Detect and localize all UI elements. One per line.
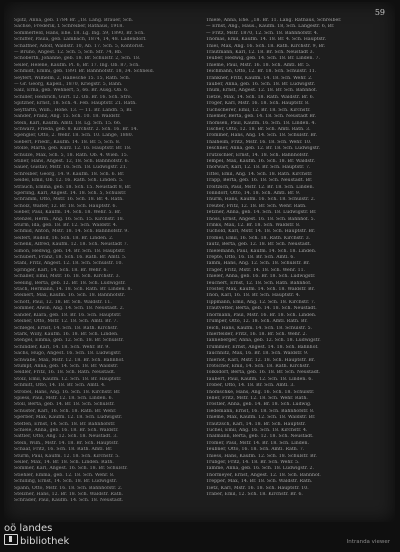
directory-entry: Thomas, Emil, Kaufm. 14. 18. Br. 4. Sch. Hauptstr. (206, 37, 327, 43)
directory-entry: Sommer, Alwin, Ang. 14. Sch. 18. Neustadt. 2. (14, 306, 125, 312)
book-icon (4, 534, 18, 545)
directory-entry: Tuchold, Karl, Mstr. 14. 18. Sch. Hauptstr. Br. (206, 229, 316, 235)
directory-entry: Salz, Erna, geb. Wehnert, 5, 66. Br. Ausg. Ob. 6. (14, 88, 129, 94)
directory-entry: Schuster, Karl, 16. Sch. 18. Rath. Br. Wehr. (14, 408, 117, 414)
directory-entry: Trautmann, Karl, 12. 18. Br. Sch. Neustadt 3. (206, 50, 315, 56)
directory-entry: Tittel, Emil, Ang. 14. Sch. 18. Rath. Kirchstr. (206, 171, 313, 177)
directory-entry: Thormeyer, Ernst, Angest. 12. 18. Sch. Bahnhof. (206, 472, 321, 478)
directory-entry: Schenk, Alfred, Kaufm. 12. 18. Sch. Neustadt 7. (14, 242, 129, 248)
directory-entry: Thon, Karl, 16. 18. Br. Sch. Hauptstr. 4. (206, 293, 301, 299)
directory-entry: Tonndorf, Otto, 14. 18. Sch. Amtl. Br. 9. (206, 190, 301, 196)
directory-entry: Thieme, Paul, Mstr. 16. 18. Sch. Amtl. Br. 5. (206, 62, 311, 68)
directory-entry: Trümper, Otto, 12. 18. Sch. Amtl. Rath. Br. (206, 319, 308, 325)
directory-entry: Trübger, Fritz, 14. 18. Br. Sch. Wehr. 5. (206, 460, 300, 466)
directory-entry: Thum, Ernst, Angest. 12. 18. Br. Sch. Bahnhof. (206, 88, 318, 94)
directory-entry: Schilling, Ernst, 14. Sch. 18. Br. Ludwigstr. (14, 479, 118, 485)
directory-entry: Thiemer, Berta, geb. 14. 18. Sch. Neustadt Br. (206, 114, 317, 120)
logo-line-2: bibliothek (20, 536, 70, 547)
directory-entry: Spitz, Anna, geb. 1784 Br. „18. Lang. Brauer, Sch. (14, 18, 134, 23)
directory-entry: Schindler, Karl, 14. 18. Sch. Wehr. Br. 9. (14, 344, 110, 350)
directory-entry: Spitzner, Ernst, 18. Sch. 4. Feb. Hauptstr. 21. Rath. (14, 101, 137, 107)
directory-entry: Sander, Klara, geb. 18. Br. 16. Sch. Hauptstr. (14, 312, 122, 318)
directory-entry: Siebert, Friedr., Kaufm. 14. 18. Br. 5, Sch. 8. (14, 139, 121, 145)
directory-entry: Seiler, Helene, Kaufm. Pl. 6, Br. 17. Ing. Ob. 87, Sch. (14, 62, 140, 68)
directory-entry: Stein, Wilh., Mstr. 14. 18. Br. Sch. Hauptstr. (14, 440, 119, 446)
directory-entry: Tröger, Karl, Mstr. 16. 18. Sch. Hauptstr. 8. (206, 101, 310, 107)
directory-entry: Schmidt, Emmi, geb. 1891 Br. Bahnhofstr. 18, 34. Schneid. (14, 69, 155, 75)
directory-entry: Tamm, Hans, Ang. 12. Sch. 18. Schulstr. Br. (206, 261, 310, 267)
directory-entry: Treuter, Fritz, 12. 18. Br. Sch. Wehr. Rath. (206, 203, 307, 209)
directory-entry: Thalmann, Berta, geb. 12. 18. Sch. Neustadt. (206, 434, 314, 440)
directory-entry: Trommer, Hans, Ang. 14. Sch. 18. Schulstr. Br. (206, 133, 318, 139)
directory-entry: Seyfert, Wilhelm, 2, Hallesche 15. 15, Rath. Sch. (14, 75, 131, 81)
directory-entry: Tröber, Otto, 14. 18. Br. Sch. Amtl. 3. (206, 383, 295, 389)
directory-entry: Sperber, Max, Kaufm. 12. 18. Sch. Ludwigstr. (14, 415, 123, 421)
directory-entry: Tröltzsch, Paul, Mstr. 12. Br. 18. Sch. Linden. (206, 184, 315, 190)
directory-entry: Strobel, Hans, Ang. 16. Sch. 18. Kirchstr. Br. (14, 389, 121, 395)
directory-entry: Trömel, Emil, 16. Sch. 18. Rath. Kirchstr. 3. (206, 235, 311, 241)
directory-entry: Teuchert, Ernst, 12. 18. Sch. Rath. Bahnhof. (206, 280, 312, 286)
directory-entry: Trötscher, Emil, 14. Sch. 18. Rath. Kirchstr. (206, 363, 311, 369)
directory-entry: Thielemann, Paul, Kaufm. 14. Sch. 18. Linden. (206, 248, 317, 254)
directory-entry: Thomschke, Hans, Ang. 16. Sch. 18. Schulstr. (206, 389, 315, 395)
directory-entry: Trummler, Ernst, Angest. 14. 18. Sch. Bahnhof. (206, 344, 319, 350)
directory-entry: Thomsen, Paul, Kaufm. 16. Sch. 18. Linden. 4. (206, 120, 316, 126)
directory-entry: Schwarz, Frieda, geb. 8. Kirchstr. 2. Sch. 16. Br. 14. (14, 126, 139, 132)
directory-entry: Schlegel, Ernst, 14. Sch. 18. Rath. Kirchstr. (14, 325, 118, 331)
directory-entry: Tempel, Max, Kaufm. 16. Sch. 18. Br. Waldstr. (206, 158, 316, 164)
directory-entry: Teller, Fritz, Mstr. 12. 18. Sch. Wehr. Rath. (206, 395, 308, 401)
directory-entry: Schoberth, Johanne, geb. 18. Br. Schulstr. 2, Sch. 18. (14, 56, 141, 62)
directory-entry: — Fritz, Mstr. 1870, 12. Sch. 18. Bahnhofstr. 4. (206, 30, 319, 36)
directory-entry: Teich, Hans, Kaufm. 14. Sch. 18. Schulstr. 5. (206, 325, 313, 331)
directory-entry: Seidler, Fritz, 16. 18. Sch. Rath. Neustadt. (14, 370, 116, 376)
directory-entry: Sperling, Karl, Angest. 14. 18. Sch. 5, Schulstr. (14, 190, 127, 196)
directory-entry: Tamme, Anna, geb. 16. Sch. 18. Ludwigstr. 2. (206, 466, 315, 472)
directory-entry: Stoll, Berta, geb. 14. Br. 18. Sch. Schulstr. (14, 402, 115, 408)
left-column (14, 18, 192, 516)
directory-entry: — Ernst, Ang., Haus., Kaufm. 18, Sch. Langestr. 6, Br. (206, 24, 335, 30)
directory-entry: Schmid, Anton, Mstr. 18. 14. Sch. Bahnhofstr. 9. (14, 229, 129, 235)
directory-entry: Thalheim, Fritz, Mstr. 16. 18. Sch. Wehr. 10. (206, 139, 312, 145)
directory-entry: Thiele, Anna, Ehe. „18. Br. 11. Lang. Rathaus, Schreiber. (206, 18, 342, 23)
directory-entry: Spiess, Paul, Mstr. 12. 18. Sch. Linden. 6. (14, 395, 114, 401)
directory-entry: Schramm, Otto, Mstr. 16. Sch. 18. Br. 4. Rath. (14, 197, 124, 203)
directory-entry: Tanneberger, Anna, geb. 12. Sch. 18. Ludwigstr. (206, 338, 321, 344)
directory-entry: Tetzner, Anna, geb. 14. Sch. 18. Ludwigstr. Br. (206, 210, 317, 216)
directory-entry: Schaaf, Fritz, 16. Sch. 18. Rath. Amtl. Br. (14, 447, 113, 453)
directory-entry: Sattler, Otto, Ang. 12. Sch. 18. Neustadt. 3. (14, 434, 118, 440)
directory-entry: Schwabe, Max, Mstr. 12. 18. Br. Sch. Bahnhof. (14, 357, 125, 363)
directory-entry: Trömer, Paul, Mstr. 14. Br. 18. Sch. Linden. (206, 440, 310, 446)
directory-entry: Stumpf, Anna, geb. 14. Sch. 18. Br. Waldstr. (14, 363, 119, 369)
directory-entry: Schubert, Franz, 18. Sch. 16. Rath. Br. Amtl. 5. (14, 255, 127, 261)
directory-entry: Sachse, Frederik, f. Schreiber, Rathaus, 1918. (14, 24, 124, 30)
directory-entry: Thierfelder, Fritz, 16. 18. Br. Sch. Wehr. 2. (206, 331, 307, 337)
directory-entry: Trepper, Max, 14. Br. 18. Sch. Waldstr. Rath. (206, 479, 313, 485)
directory-entry: Seidel, Emil, Ob. 12. 16. Rath. Sch. Linden. 5. (14, 178, 124, 184)
directory-entry: Tolksdorf, Berta, geb. 16. 18. Br. Sch. Neustadt. (206, 370, 321, 376)
directory-entry: Spahn, Otto, Mstr. 16. 18. Sch. Bahnhofstr. 2. (14, 485, 123, 491)
directory-entry: Teubner, Otto, 16. 18. Sch. Amtl. Rath. 7. (206, 447, 305, 453)
directory-entry: Tautz, Berta, geb. 12. 18. Br. Sch. Neustadt. (206, 242, 312, 248)
directory-entry: Schmitt, Otto, 14. 18. Br. Sch. Amtl. 4. (14, 383, 106, 389)
directory-entry: Trapp, Berta, geb. 16. 18. Sch. Neustadt. Br. (206, 178, 313, 184)
directory-entry: Schiller, Heinrich, Gurt. 12. Ob. Br. 16. Sch. Stro. (14, 94, 132, 100)
directory-entry: Thieme, Max, Kaufm. 12. Sch. 18. Waldstr. Br. (206, 415, 316, 421)
directory-entry: Stolz, Emil, Kaufm. 12. Sch. 18. Br. Hauptstr. (14, 376, 122, 382)
directory-entry: Sieber, Paul, Kaufm. 14. Sch. 18. Wehr. 5. Br. (14, 210, 122, 216)
directory-entry: Stahl, Fritz, Angest. 12. 18. Sch. Schulstr. 10. (14, 261, 123, 267)
directory-entry: Trützschler, Ernst, 14. 18. Sch. Bahnhofstr. (206, 152, 309, 158)
directory-entry: Träber, Emil, 12. Sch. 18. Kirchstr. Br. 6. (206, 492, 303, 498)
right-column (206, 18, 384, 516)
directory-entry: Stach, Hermann, 14. 18. Sch. Rath. Br. Linden. 8. (14, 287, 133, 293)
directory-entry: Teichmann, Otto, 12. Br. 18. Sch. Schulstr. 11. (206, 69, 317, 75)
directory-entry: Schreiber, Georg, 14. 9. Kaufm. 18. Sch. 6. Br. (14, 171, 125, 177)
directory-entry: Thiel, Max, Ang. 16. Sch. 18. Rath. Kirchstr. 9, Br. (206, 43, 326, 49)
directory-entry: Stein, Karl, Kaufm. Amtl. 18. Lg. Sch. 15. 66. (14, 120, 122, 126)
directory-entry: Steiner, Otto, Mstr. 12. 18. Sch. Amtl. Br. 7. (14, 319, 118, 325)
directory-entry: Teschner, Anna, geb. 12. Br. 18. Sch. Ludwigstr. (206, 146, 321, 152)
directory-entry: Stolle, Marta, geb. Kurz. 12. 16. Hauptstr. Br. 18. (14, 146, 132, 152)
directory-entry: Simon, Hedwig, geb. 14. Br. Sch. 18. Hauptstr. (14, 248, 126, 254)
directory-entry: Tietze, Max, 14. Sch. 18. Rath. Waldstr. Br. 6. (206, 94, 315, 100)
directory-entry: Tuchel, Emil, Ang. 16. Sch. 18. Kirchstr. 4. (206, 428, 308, 433)
directory-entry: Teuber, Hedwig, geb. 14. Sch. 18. Br. Linden. 7. (206, 56, 321, 62)
directory-entry: Trepte, Otto, 16. 18. Br. Sch. Amtl. 6. (206, 255, 295, 261)
directory-entry: Sachs, Hugo, Angest. 16. Sch. 18. Ludwigstr. (14, 351, 122, 357)
directory-entry: Sommer, Karl, Angest. 16. Sch. 18. Br. Schulstr. (14, 466, 128, 472)
directory-entry: Trautvetter, Berta, geb. 14. 18. Sch. Neustadt. (206, 306, 317, 312)
directory-entry: Schaffner, Adolf, Waldstr. 10, Ab. 17. Sch. 5, Kontorist. (14, 43, 145, 49)
directory-entry: Tröstler, Anna, geb. 14. Br. 18. Sch. Ludwig. (206, 402, 312, 408)
directory-entry: Thoss, Ernst, Angest. 16. 18. Sch. Bahnhof. 5. (206, 216, 316, 222)
directory-entry: Trautzsch, Karl, 14. 18. Br. Sch. Hauptstr. (206, 421, 306, 427)
directory-entry: Tröster, Max, Kaufm. 14. Sch. 18. Waldstr. Br. (206, 287, 315, 293)
directory-entry: Schaller, Emil, Mstr. 16. 18. Sch. Kirchstr. 3. (14, 274, 121, 280)
directory-entry: Thormann, Paul, Mstr. 16. Br. 18. Sch. Linden. (206, 312, 317, 318)
directory-entry: Tauchnitz, Max, 16. Br. 18. Sch. Waldstr. 9. (206, 351, 309, 357)
scanned-page (4, 2, 395, 522)
directory-entry: Schiffer, Paula, geb. Lambach, 1874, 14, 48. Ladendorf. (14, 37, 147, 43)
directory-entry: Spengler, Otto, 2. Wehr. 18. Sch. 10. Lange, 1880. (14, 133, 134, 139)
directory-entry: Sander, Franz, Ang. 15. Sch. 10. 18. Waldstr. (14, 114, 121, 120)
directory-entry: — Bruno, Angest. 12. Sch. 5, Sch. Sfr. 74, Bb. (14, 50, 123, 56)
directory-entry: Stelzner, Hans, 12. Br. 18. Sch. Waldstr. Rath. (14, 492, 124, 498)
directory-entry: Sturm, Ida, geb. 18. Br. 12. Sch. Waldstr. 4. (14, 223, 118, 228)
directory-entry: Seiler, Max, 14. Br. 18. Sch. Linden. Rath. (14, 460, 114, 466)
directory-entry: Taubert, Paul, Kaufm. 12. Sch. 18. Linden. 6. (206, 376, 313, 382)
directory-entry: Tuchscherer, Emil, 12. Br. 18. Sch. Kirchstr. (206, 107, 311, 113)
directory-entry: Springer, Karl, 14. Sch. 18. Br. Wehr. 6. (14, 267, 108, 273)
directory-entry: Stark, Willy, Kaufm. 16. 18. Br. Sch. Linden. (14, 331, 119, 337)
directory-entry: Thorwart, Karl, 12. 18. Br. Sch. Hauptstr. 7. (206, 165, 311, 171)
directory-entry: Träger, Fritz, Mstr. 14. 18. Sch. Wehr. 11. (206, 267, 306, 273)
page-number: 59 (374, 8, 385, 17)
directory-entry: Stiller, Hans, Angest. 12, 18. Sch. Bahnhofstr. 6. (14, 158, 130, 164)
directory-entry: Trinks, Max, 12. Br. 18. Sch. Waldstr. 8. (206, 223, 301, 228)
directory-entry: — Gr. Georg, Kapell., 1870, Kriegstr. 5, Bahn. (14, 82, 123, 88)
directory-entry: Seyffarth, Wilh., Hohe. 13. — 11. Br. Landh. 5, Bl. (14, 107, 133, 113)
directory-entry: Tiedemann, Ernst, 16. 18. Sch. Bahnhofstr. 8. (206, 408, 315, 414)
directory-entry: Sauer, Gustav, Mstr. 16. Sch. 18. Ludwigstr. 21. (14, 165, 128, 171)
directory-entry: Tränkner, Fritz, Kaufm. 14. 18. Sch. Wehr. 2. (206, 75, 313, 81)
directory-entry: Strauch, Emma, geb. 18. Sch. 15. Neustadt 8, Br. (14, 184, 132, 190)
directory-entry: Schulze, Max, Sch. 5, 18. Rath. Ob. 4. Wien. 15. (14, 152, 129, 158)
directory-entry: Tischer, Otto, 12. 18. Br. Sch. Amtl. Rath. 3. (206, 126, 311, 132)
directory-entry: Stiehler, Emma, geb. 12. 18. Sch. Wehr. 8. (14, 472, 115, 478)
directory-entry: Tippmann, Emil, Ang. 12. Sch. 18. Kirchstr. 7. (206, 299, 316, 305)
directory-entry: Stenzel, Herm., Ang. 16. Sch. 15. Kirchstr. 18. (14, 216, 125, 222)
directory-entry: Thurm, Hans, Kaufm. 16. Sch. 18. Schulstr. 2. (206, 197, 316, 203)
directory-entry: Tietz, Karl, Mstr. 16. 18. Sch. Hauptstr. 10. (206, 485, 309, 491)
viewer-label: Intranda viewer (346, 539, 390, 545)
directory-entry: Seeling, Berta, geb. 12. Br. 18. Sch. Ludwigstr. (14, 280, 126, 286)
library-logo[interactable] (4, 524, 69, 547)
footer-bar (0, 522, 400, 552)
directory-entry: Thieriot, Karl, Mstr. 12. 18. Sch. Hauptstr. Br. (206, 357, 316, 363)
directory-entry: Stengel, Emma, geb. 12. Sch. 18. Br. Schulstr. (14, 338, 124, 344)
directory-entry: Sommerfeld, Hans, Ehe. 18. Lg. Ing. 59, 1890, Br. Sch. (14, 30, 145, 36)
directory-entry: Thieler, Anna, geb. 16. Br. 18. Sch. Ludwigstr. (206, 274, 316, 280)
directory-entry: Thiess, Hans, Kaufm. 12. Sch. 18. Schulstr. Br. (206, 453, 317, 459)
directory-entry: Schott, Paul, 12. 18. Br. Sch. Waldstr. 11. (14, 299, 112, 305)
directory-entry: Sturm, Paul, Kaufm. 12. 18. Sch. Kirchstr. 5. (14, 453, 120, 459)
logo-line-1: oö landes (4, 523, 53, 534)
directory-entry: Scholz, Walter, 12. Br. 18. Sch. Hauptstr. 6. (14, 203, 118, 209)
directory-entry: Tauber, Anna, geb. 16. Sch. 18. Br. Ludwigstr. (206, 82, 316, 88)
directory-entry: Schiele, Anna, geb. 16. 18. Br. Sch. Waldstr. (14, 428, 119, 433)
directory-entry: Schrader, Paul, Kaufm. 14. Sch. 18. Neustadt. (14, 498, 124, 504)
directory-entry: Seifert, Rudolf, 16. Sch. 18. Br. Linden. 2. (14, 235, 114, 241)
directory-entry: Steinert, Max, Kaufm. 16. Sch. 18. Bahnhofstr. (14, 293, 126, 299)
directory-entry: Steffen, Ernst, 14. Sch. 18. Br. Bahnhofstr. (14, 421, 116, 427)
